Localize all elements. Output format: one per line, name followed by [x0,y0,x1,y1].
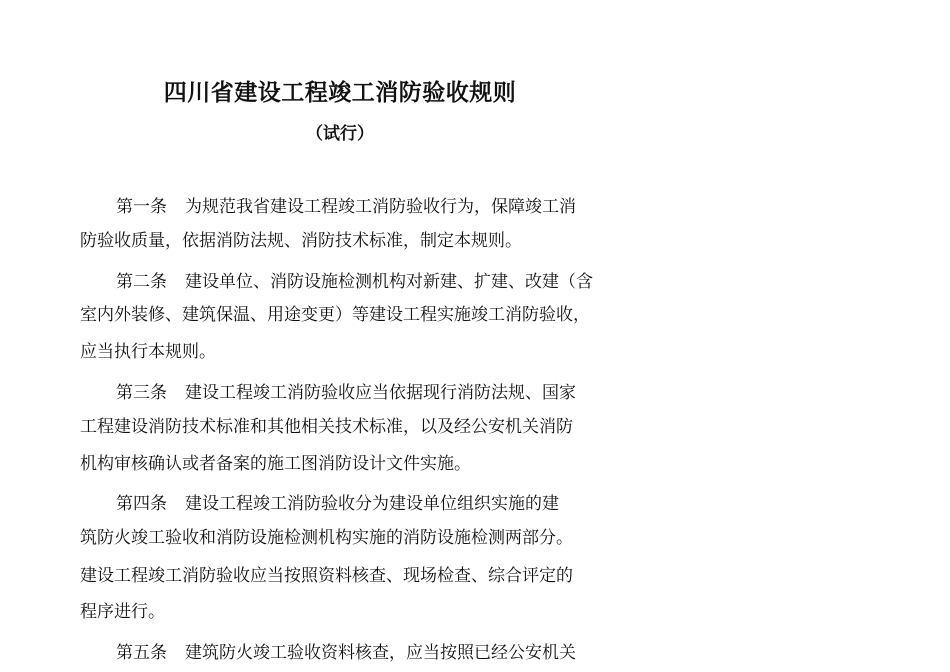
article-2-line-2: 室内外装修、建筑保温、用途变更）等建设工程实施竣工消防验收， [80,305,590,325]
article-2-text: 建设单位、消防设施检测机构对新建、扩建、改建（含 [185,272,593,292]
article-4-line-3: 建设工程竣工消防验收应当按照资料核查、现场检查、综合评定的 [80,566,573,586]
article-1-text: 为规范我省建设工程竣工消防验收行为，保障竣工消 [185,197,576,217]
article-2-line-1 [116,268,593,296]
article-3-text: 建设工程竣工消防验收应当依据现行消防法规、国家 [185,383,576,403]
article-4-line-4: 程序进行。 [80,602,165,622]
document-title: 四川省建设工程竣工消防验收规则 [163,80,517,106]
article-4-line-1 [116,490,559,518]
article-2-line-3: 应当执行本规则。 [80,342,216,362]
article-3-line-1 [116,379,576,407]
article-4-label: 第四条 [116,494,167,514]
article-3-line-2: 工程建设消防技术标准和其他相关技术标准，以及经公安机关消防 [80,417,573,437]
article-5-text: 建筑防火竣工验收资料核查，应当按照已经公安机关 [185,643,576,663]
article-5-line-1 [116,639,576,667]
article-3-line-3: 机构审核确认或者备案的施工图消防设计文件实施。 [80,454,471,474]
article-5-label: 第五条 [116,643,167,663]
article-1-line-1 [116,193,576,221]
article-2-label: 第二条 [116,272,167,292]
document-subtitle: （试行） [306,124,374,144]
article-4-line-2: 筑防火竣工验收和消防设施检测机构实施的消防设施检测两部分。 [80,528,573,548]
article-3-label: 第三条 [116,383,167,403]
article-1-line-2: 防验收质量，依据消防法规、消防技术标准，制定本规则。 [80,231,522,251]
article-4-text: 建设工程竣工消防验收分为建设单位组织实施的建 [185,494,559,514]
article-1-label: 第一条 [116,197,167,217]
